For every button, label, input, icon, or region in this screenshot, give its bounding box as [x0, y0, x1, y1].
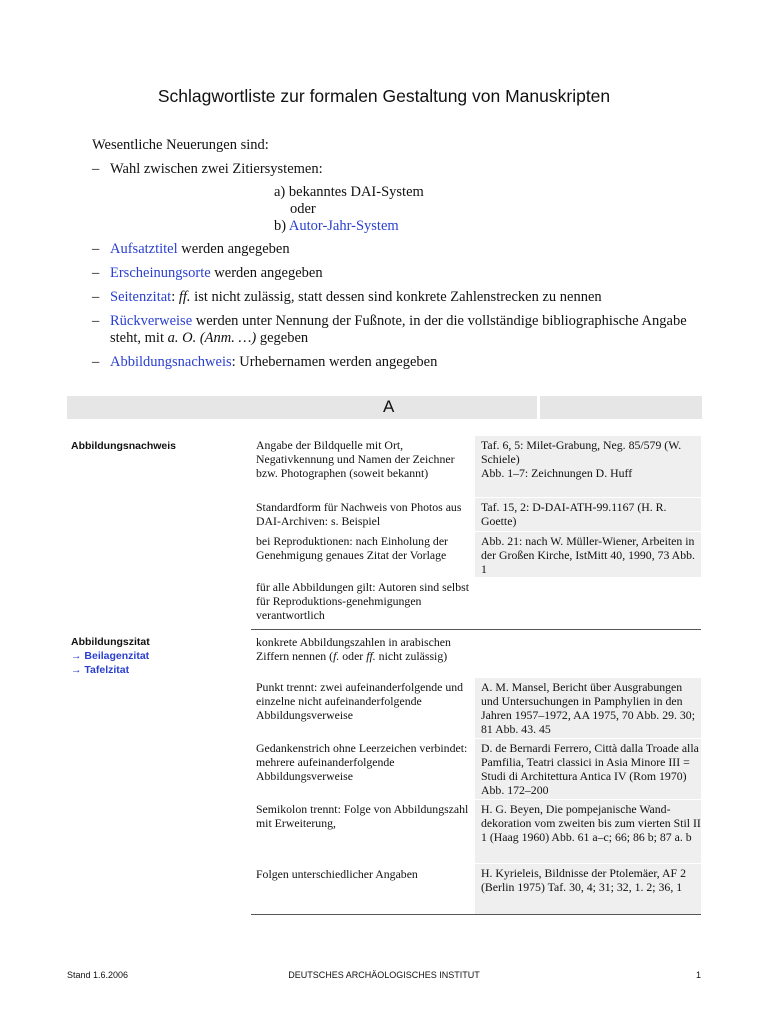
section-letter: A	[383, 397, 395, 416]
link-tafelzitat[interactable]: → Tafelzitat	[71, 664, 130, 676]
system-option-a: a) bekanntes DAI-System	[274, 184, 424, 200]
intro-item-text: werden angegeben	[177, 241, 290, 257]
row-description-italic: f.	[333, 649, 340, 663]
footer-date: Stand 1.6.2006	[67, 970, 129, 980]
row-description: Punkt trennt: zwei aufeinanderfolgende und einzelne nicht aufeinanderfolgende Abbildungsverweise	[256, 680, 464, 722]
row-example	[475, 498, 701, 531]
page-number: 1	[696, 970, 702, 980]
intro-item-colon: :	[171, 289, 179, 305]
row-example-empty	[475, 577, 701, 629]
row-description	[256, 635, 472, 663]
row-example-text: A. M. Mansel, Bericht über Ausgrabungen und Untersuchungen in Pamphylien in den Jahren 1957–1972, AA 1975, 70 Abb. 29. 30; 81 Abb. 43. 45	[481, 680, 695, 736]
table-row	[251, 436, 701, 497]
intro-item-italic: ff.	[178, 289, 191, 305]
dash-bullet: –	[92, 354, 100, 370]
intro-item-zitiersysteme	[92, 161, 710, 178]
section-divider	[251, 914, 701, 915]
page-title: Schlagwortliste zur formalen Gestaltung von Manuskripten	[157, 86, 611, 106]
row-example	[475, 800, 701, 863]
table-row	[251, 498, 701, 531]
table-row	[251, 532, 701, 577]
row-description-text-mid: oder	[339, 649, 367, 663]
row-example-text: Taf. 15, 2: D-DAI-ATH-99.1167 (H. R. Goette)	[481, 500, 667, 528]
row-example-empty	[475, 632, 701, 678]
row-example-text: H. G. Beyen, Die pompejanische Wand-dekoration vom zweiten bis zum vierten Stil II 1 (Haag 1960) Abb. 61 a–c; 66; 86 b; 87 a. b	[481, 802, 701, 844]
intro-item-abbildungsnachweis	[92, 354, 710, 371]
section-divider	[251, 629, 701, 630]
system-option-b-prefix: b)	[274, 218, 289, 234]
intro-item-text: ist nicht zulässig, statt dessen sind konkrete Zahlenstrecken zu nennen	[190, 289, 602, 305]
intro-section	[92, 137, 710, 378]
system-options	[274, 184, 710, 235]
row-description: Angabe der Bildquelle mit Ort, Negativkennung und Namen der Zeichner bzw. Photographen (soweit bekannt)	[256, 438, 455, 480]
keyword-label: Abbildungsnachweis	[71, 440, 177, 452]
row-description-italic-2: ff.	[366, 649, 376, 663]
row-description: für alle Abbildungen gilt: Autoren sind selbst für Reproduktions-genehmigungen verantwortlich	[256, 580, 469, 622]
table-row	[251, 678, 701, 738]
row-example-text-2: Abb. 1–7: Zeichnungen D. Huff	[481, 466, 633, 480]
row-example	[475, 436, 701, 497]
row-description: Folgen unterschiedlicher Angaben	[256, 867, 418, 881]
dash-bullet: –	[92, 289, 100, 305]
link-beilagenzitat[interactable]: → Beilagenzitat	[71, 650, 150, 662]
row-description: bei Reproduktionen: nach Einholung der Genehmigung genaues Zitat der Vorlage	[256, 534, 448, 562]
keyword-label: Abbildungszitat	[71, 636, 150, 648]
intro-item-text: : Urhebernamen werden angegeben	[231, 354, 438, 370]
row-example-text: Abb. 21: nach W. Müller-Wiener, Arbeiten in der Großen Kirche, IstMitt 40, 1990, 73 Abb. 1	[481, 534, 695, 576]
intro-item-erscheinungsorte	[92, 265, 710, 282]
link-rueckverweise[interactable]: Rückverweise	[110, 313, 193, 329]
link-erscheinungsorte[interactable]: Erscheinungsorte	[110, 265, 211, 281]
row-example-text: H. Kyrieleis, Bildnisse der Ptolemäer, AF 2 (Berlin 1975) Taf. 30, 4; 31; 32, 1. 2; 36, 1	[481, 866, 686, 894]
keyword-abbildungszitat	[71, 635, 150, 677]
link-autor-jahr-system[interactable]: Autor-Jahr-System	[288, 218, 399, 234]
dash-bullet: –	[92, 241, 100, 257]
row-example	[475, 532, 701, 577]
intro-item-aufsatztitel	[92, 241, 710, 258]
row-example	[475, 739, 701, 799]
keyword-abbildungsnachweis	[71, 439, 176, 453]
intro-item-seitenzitat	[92, 289, 710, 306]
system-oder: oder	[290, 201, 316, 217]
table-row	[251, 632, 701, 678]
row-description-text-end: nicht zulässig)	[375, 649, 448, 663]
intro-item-text: werden unter Nennung der Fußnote, in der die vollständige bibliographische Angabe steht, mit	[110, 313, 687, 346]
dash-bullet: –	[92, 265, 100, 281]
intro-item-rueckverweise	[92, 313, 710, 347]
link-aufsatztitel[interactable]: Aufsatztitel	[110, 241, 178, 257]
link-seitenzitat[interactable]: Seitenzitat	[110, 289, 172, 305]
row-description: Standardform für Nachweis von Photos aus DAI-Archiven: s. Beispiel	[256, 500, 462, 528]
row-example-text: D. de Bernardi Ferrero, Città dalla Troade alla Pamfilia, Teatri classici in Asia Minore III = Studi di Architettura Antica IV (Rom 1970) Abb. 172–200	[481, 741, 699, 797]
intro-item-text: werden angegeben	[210, 265, 323, 281]
row-description: Semikolon trennt: Folge von Abbildungszahl mit Erweiterung,	[256, 802, 469, 830]
section-bar-divider	[537, 396, 540, 419]
table-row	[251, 577, 701, 629]
system-option-b	[274, 218, 710, 235]
table-row	[251, 800, 701, 863]
row-example	[475, 864, 701, 914]
table-row	[251, 739, 701, 799]
intro-item-text-end: gegeben	[256, 330, 309, 346]
intro-item-italic: a. O. (Anm. …)	[167, 330, 257, 346]
intro-lead: Wesentliche Neuerungen sind:	[92, 137, 269, 153]
section-letter-bar	[67, 396, 702, 419]
link-abbildungsnachweis[interactable]: Abbildungsnachweis	[110, 354, 232, 370]
row-example	[475, 678, 701, 738]
dash-bullet: –	[92, 161, 100, 177]
row-description: Gedankenstrich ohne Leerzeichen verbindet: mehrere aufeinanderfolgende Abbildungsverweise	[256, 741, 468, 783]
dash-bullet: –	[92, 313, 100, 329]
row-example-text: Taf. 6, 5: Milet-Grabung, Neg. 85/579 (W. Schiele)	[481, 438, 682, 466]
intro-item-text: Wahl zwischen zwei Zitiersystemen:	[110, 161, 323, 177]
row-description-text: konkrete Abbildungszahlen in arabischen Ziffern nennen (	[256, 635, 451, 663]
table-row	[251, 864, 701, 914]
footer-institute: DEUTSCHES ARCHÄOLOGISCHES INSTITUT	[288, 970, 480, 980]
